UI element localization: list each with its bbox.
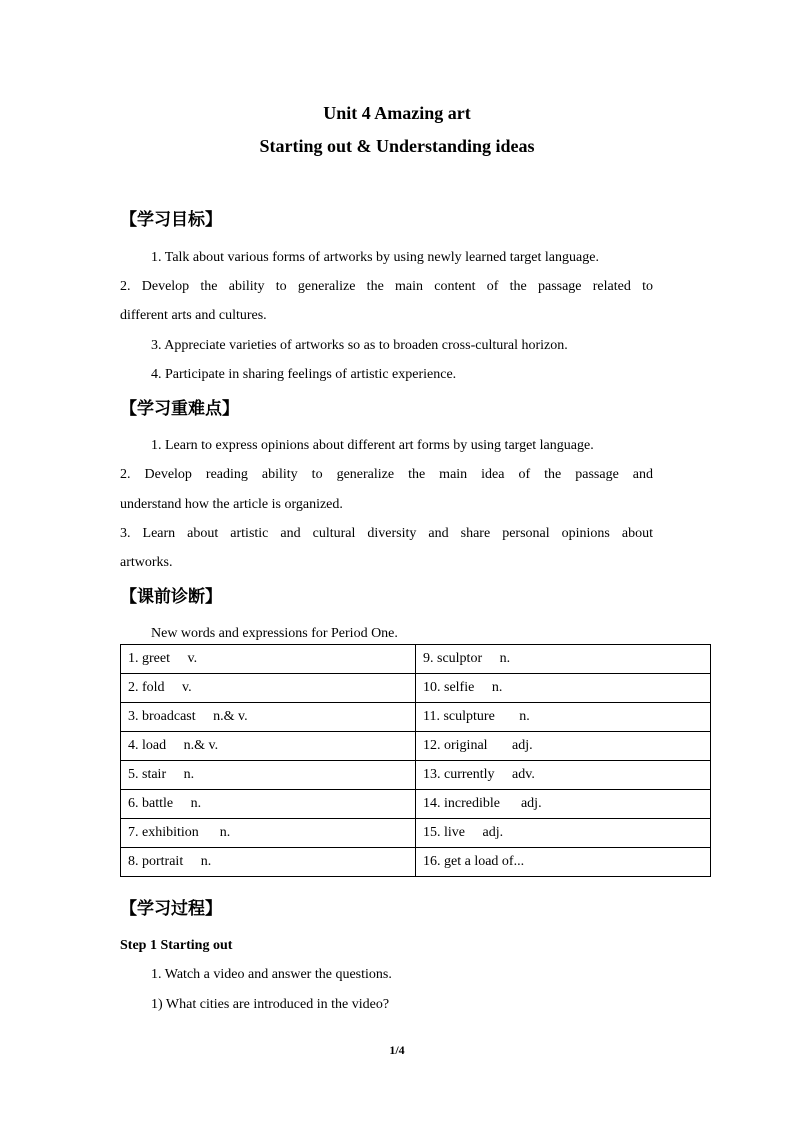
objective-item-2-cont: different arts and cultures. <box>120 308 267 323</box>
table-row <box>121 732 711 761</box>
table-row <box>121 645 711 674</box>
vocab-cell: 8. portrait n. <box>121 848 416 877</box>
table-row <box>121 848 711 877</box>
key-point-item-3-cont: artworks. <box>120 555 173 570</box>
vocab-table <box>120 644 711 877</box>
objective-item-1: 1. Talk about various forms of artworks by using newly learned target language. <box>151 250 599 265</box>
vocab-cell: 3. broadcast n.& v. <box>121 703 416 732</box>
vocab-cell: 15. live adj. <box>416 819 711 848</box>
step-1-task: 1. Watch a video and answer the questions. <box>151 967 392 982</box>
step-1-title: Step 1 Starting out <box>120 938 233 953</box>
vocab-cell: 1. greet v. <box>121 645 416 674</box>
step-1-question: 1) What cities are introduced in the video? <box>151 997 390 1012</box>
key-point-item-2: 2. Develop reading ability to generalize the main idea of the passage and <box>120 467 653 482</box>
vocab-cell: 12. original adj. <box>416 732 711 761</box>
key-point-item-1: 1. Learn to express opinions about different art forms by using target language. <box>151 438 594 453</box>
page-number: 1/4 <box>389 1043 405 1057</box>
table-row <box>121 703 711 732</box>
vocab-cell: 16. get a load of... <box>416 848 711 877</box>
vocab-cell: 7. exhibition n. <box>121 819 416 848</box>
vocab-cell: 2. fold v. <box>121 674 416 703</box>
lesson-subtitle: Starting out & Understanding ideas <box>259 136 535 156</box>
diagnosis-heading: 【课前诊断】 <box>120 587 222 607</box>
vocab-cell: 11. sculpture n. <box>416 703 711 732</box>
table-row <box>121 674 711 703</box>
objectives-heading: 【学习目标】 <box>120 210 222 230</box>
table-row <box>121 819 711 848</box>
vocab-cell: 10. selfie n. <box>416 674 711 703</box>
objective-item-4: 4. Participate in sharing feelings of artistic experience. <box>151 367 457 382</box>
vocab-intro: New words and expressions for Period One. <box>151 626 398 641</box>
vocab-cell: 9. sculptor n. <box>416 645 711 674</box>
key-point-item-3: 3. Learn about artistic and cultural diversity and share personal opinions about <box>120 526 653 541</box>
objective-item-3: 3. Appreciate varieties of artworks so as to broaden cross-cultural horizon. <box>151 338 568 353</box>
table-row <box>121 790 711 819</box>
vocab-cell: 14. incredible adj. <box>416 790 711 819</box>
key-point-item-2-cont: understand how the article is organized. <box>120 497 343 512</box>
vocab-cell: 4. load n.& v. <box>121 732 416 761</box>
objective-item-2: 2. Develop the ability to generalize the main content of the passage related to <box>120 279 653 294</box>
vocab-cell: 6. battle n. <box>121 790 416 819</box>
table-row <box>121 761 711 790</box>
unit-title: Unit 4 Amazing art <box>323 103 471 123</box>
key-points-heading: 【学习重难点】 <box>120 399 239 419</box>
vocab-cell: 5. stair n. <box>121 761 416 790</box>
process-heading: 【学习过程】 <box>120 899 222 919</box>
vocab-cell: 13. currently adv. <box>416 761 711 790</box>
